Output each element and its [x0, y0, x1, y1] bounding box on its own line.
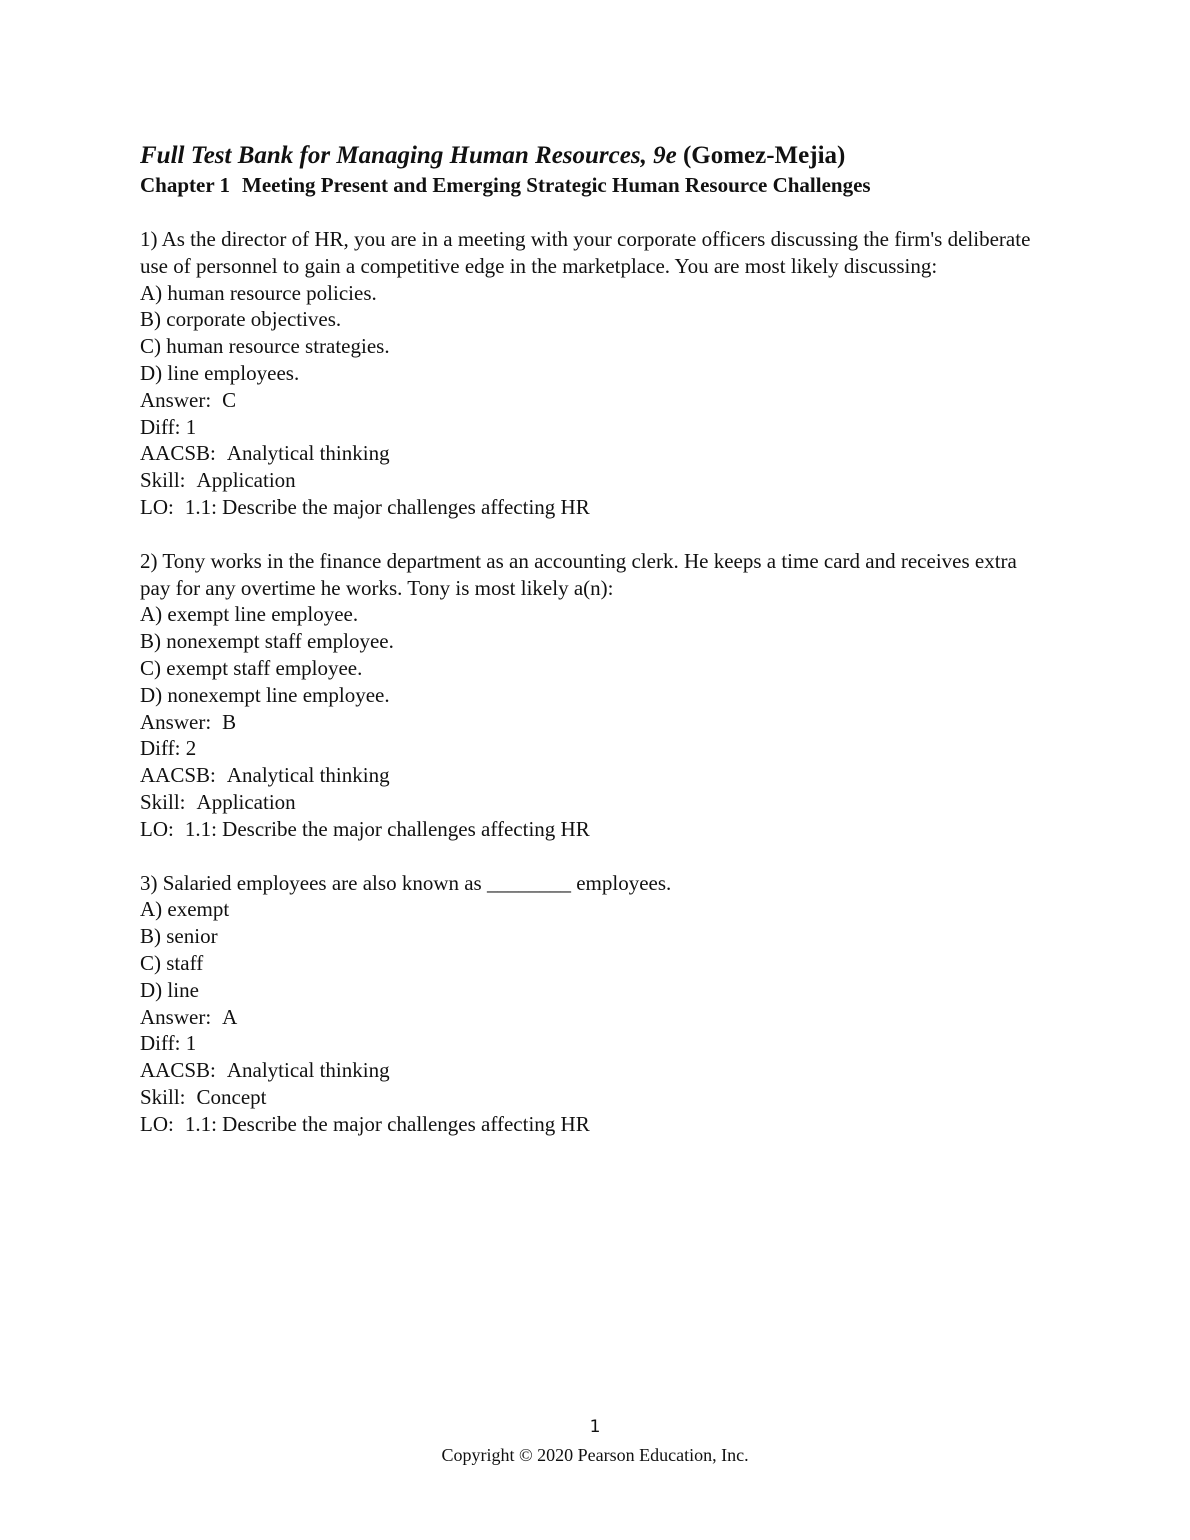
page-number: 1	[589, 1417, 601, 1437]
option-d: D) nonexempt line employee.	[140, 682, 390, 707]
page-content	[140, 140, 1060, 1138]
lo-label: LO:	[140, 1111, 174, 1136]
answer-label: Answer:	[140, 1004, 212, 1029]
answer-label: Answer:	[140, 709, 212, 734]
skill-label: Skill:	[140, 468, 186, 493]
aacsb-line	[140, 762, 1060, 789]
lo-label: LO:	[140, 494, 174, 519]
difficulty-line: Diff: 2	[140, 736, 197, 761]
aacsb-line	[140, 1057, 1060, 1084]
skill-line	[140, 1084, 1060, 1111]
option-b: B) nonexempt staff employee.	[140, 629, 394, 654]
lo-line	[140, 494, 1060, 521]
lo-value: 1.1: Describe the major challenges affecting HR	[184, 1111, 590, 1136]
lo-label: LO:	[140, 816, 174, 841]
lo-line	[140, 816, 1060, 843]
question-2	[140, 548, 1060, 843]
question-stem: 2) Tony works in the finance department as an accounting clerk. He keeps a time card and receives extra pay for any overtime he works. Tony is most likely a(n):	[140, 548, 1017, 600]
question-stem: 1) As the director of HR, you are in a meeting with your corporate officers discussing the firm's deliberate use of personnel to gain a competitive edge in the marketplace. You are most likely discussing:	[140, 227, 1031, 278]
aacsb-value: Analytical thinking	[226, 441, 390, 466]
aacsb-line	[140, 440, 1060, 467]
question-stem: 3) Salaried employees are also known as ________ employees.	[140, 870, 672, 895]
chapter-label: Chapter 1	[140, 173, 231, 197]
chapter-heading	[140, 172, 1060, 199]
chapter-title: Meeting Present and Emerging Strategic Human Resource Challenges	[242, 173, 871, 197]
option-d: D) line	[140, 977, 199, 1002]
option-c: C) exempt staff employee.	[140, 655, 363, 680]
skill-value: Application	[196, 789, 296, 814]
difficulty-line: Diff: 1	[140, 1031, 197, 1056]
lo-line	[140, 1111, 1060, 1138]
skill-value: Application	[196, 468, 296, 493]
document-title	[140, 140, 1060, 172]
option-b: B) corporate objectives.	[140, 307, 342, 332]
book-title: Full Test Bank for Managing Human Resources, 9e	[140, 142, 677, 169]
answer-line	[140, 387, 1060, 414]
skill-value: Concept	[196, 1084, 267, 1109]
answer-value: A	[222, 1004, 238, 1029]
option-c: C) staff	[140, 950, 204, 975]
copyright-notice: Copyright © 2020 Pearson Education, Inc.	[441, 1445, 749, 1465]
answer-value: C	[222, 387, 237, 412]
question-3	[140, 870, 1060, 1138]
answer-line	[140, 1004, 1060, 1031]
aacsb-label: AACSB:	[140, 441, 216, 466]
answer-line	[140, 709, 1060, 736]
option-b: B) senior	[140, 924, 218, 949]
skill-line	[140, 467, 1060, 494]
aacsb-label: AACSB:	[140, 763, 216, 788]
option-a: A) human resource policies.	[140, 280, 377, 305]
aacsb-value: Analytical thinking	[226, 763, 390, 788]
aacsb-value: Analytical thinking	[226, 1058, 390, 1083]
aacsb-label: AACSB:	[140, 1058, 216, 1083]
lo-value: 1.1: Describe the major challenges affecting HR	[184, 816, 590, 841]
answer-label: Answer:	[140, 387, 212, 412]
lo-value: 1.1: Describe the major challenges affecting HR	[184, 494, 590, 519]
option-d: D) line employees.	[140, 360, 300, 385]
skill-line	[140, 789, 1060, 816]
skill-label: Skill:	[140, 789, 186, 814]
book-author: (Gomez-Mejia)	[682, 142, 846, 169]
option-a: A) exempt line employee.	[140, 602, 359, 627]
question-1	[140, 226, 1060, 521]
answer-value: B	[222, 709, 237, 734]
option-a: A) exempt	[140, 897, 230, 922]
difficulty-line: Diff: 1	[140, 414, 197, 439]
option-c: C) human resource strategies.	[140, 334, 390, 359]
skill-label: Skill:	[140, 1084, 186, 1109]
